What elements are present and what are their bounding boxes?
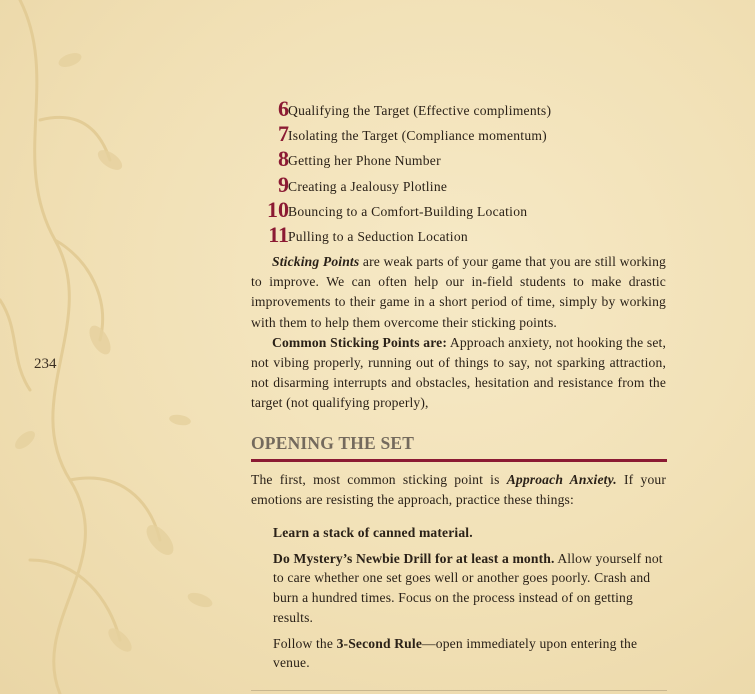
approach-anxiety-term: Approach Anxiety. [506,472,617,487]
step-number: 7 [278,121,289,147]
tips-list [273,523,667,679]
intro-paragraph [251,470,666,510]
tip-bold: Do Mystery’s Newbie Drill for at least a month. [273,550,555,566]
tip-bold: Learn a stack of canned material. [273,525,473,540]
tip-bold: 3-Second Rule [336,635,422,651]
sticking-points-text: are weak parts of your game that you are still working to improve. We can often help our in-field students to make drastic improvements to their game in a short period of time, simply by working with them to help them overcome their sticking points. [251,254,666,330]
page-number: 234 [34,356,57,372]
intro-section [251,470,666,510]
steps-list [254,96,674,247]
common-sticking-points-paragraph [251,333,666,414]
tip-item [273,523,667,543]
step-number: 6 [278,96,289,121]
step-item [254,146,674,171]
step-item [254,172,674,197]
common-sticking-points-text: Approach anxiety, not hooking the set, not vibing properly, running out of things to say, not sparking attraction, not disarming interrupts and obstacles, hesitation and resistance from the target (not qualifying properly), [251,334,667,411]
sticking-points-paragraph [251,252,666,333]
bottom-divider [251,690,667,691]
step-number: 11 [268,221,289,247]
intro-after: If your emotions are resisting the approach, practice these things: [251,472,667,508]
sticking-points-section [251,252,666,414]
step-item [254,222,674,247]
step-item [254,121,674,146]
step-number: 10 [267,196,289,222]
tip-text: Allow yourself not to care whether one set goes well or another goes poorly. Crash and burn a hundred times. Focus on the process instead of on getting results. [273,550,663,625]
tip-item [273,634,667,673]
step-label: Creating a Jealousy Plotline [288,178,448,194]
tip-before: Follow the [273,635,337,651]
step-label: Qualifying the Target (Effective compliments) [288,103,552,118]
intro-before: The first, most common sticking point is [251,472,507,487]
step-item [254,197,674,222]
section-divider [251,459,667,462]
tip-item [273,549,667,628]
step-label: Getting her Phone Number [288,153,441,169]
step-label: Bouncing to a Comfort-Building Location [288,203,528,219]
common-sticking-points-lead: Common Sticking Points are: [272,334,448,350]
floral-vine-decoration [0,0,240,694]
step-label: Pulling to a Seduction Location [288,228,468,244]
step-label: Isolating the Target (Compliance momentum) [288,128,547,144]
tip-text: —open immediately upon entering the venue. [273,635,638,671]
step-item [254,96,674,121]
step-number: 9 [278,171,289,197]
step-number: 8 [278,146,289,172]
sticking-points-term: Sticking Points [272,254,360,269]
section-heading: OPENING THE SET [251,433,415,453]
